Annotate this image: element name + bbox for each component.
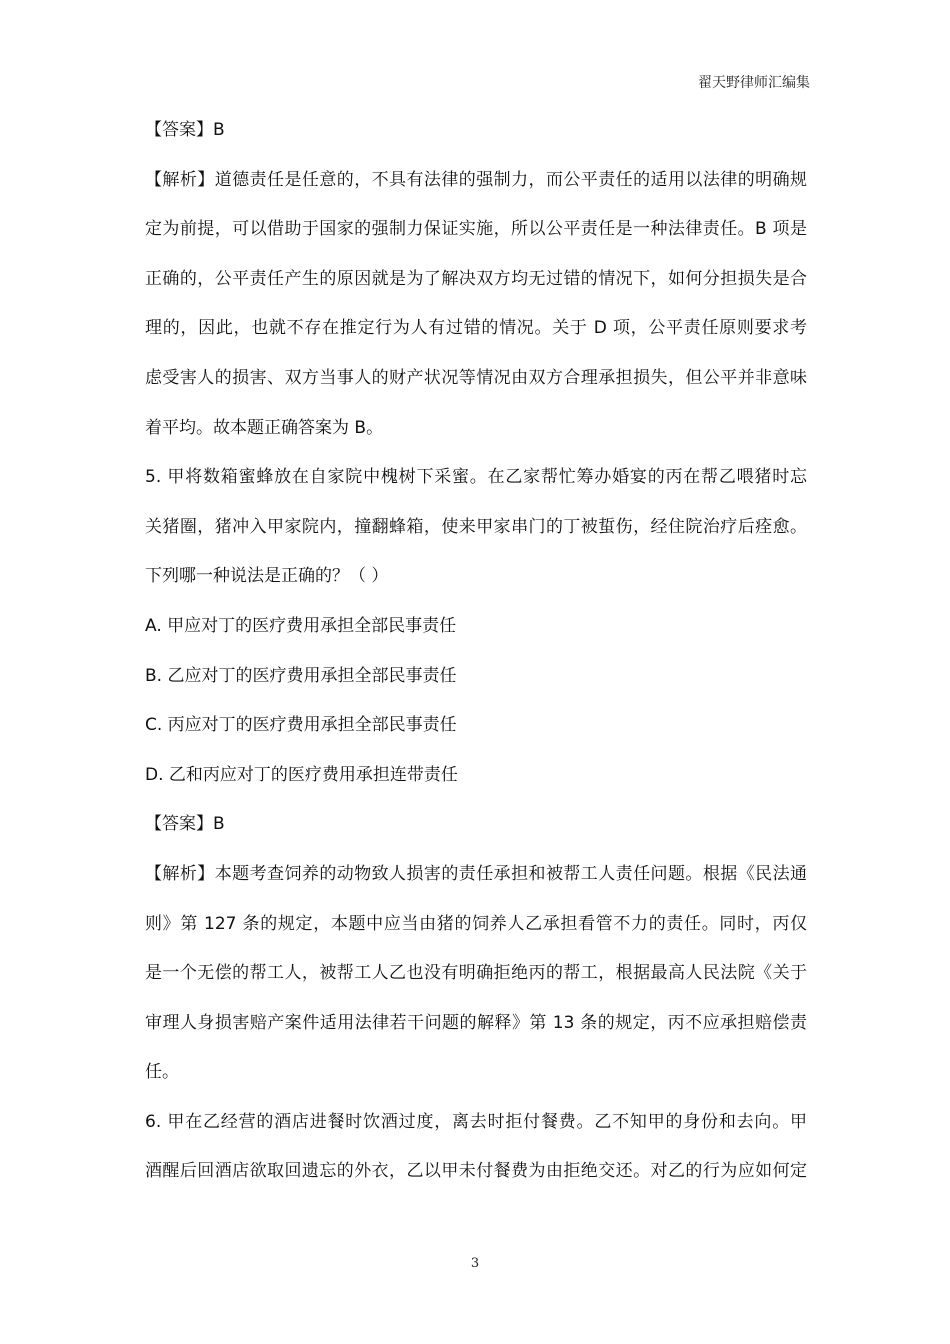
document-body [145,120,807,1211]
text-line: 着平均。故本题正确答案为 B。 [145,417,384,438]
text-line: 则》第 127 条的规定，本题中应当由猪的饲养人乙承担看管不力的责任。同时，丙仅 [145,913,807,934]
text-line: 虑受害人的损害、双方当事人的财产状况等情况由双方合理承担损失，但公平并非意味 [145,367,807,388]
text-line: B. 乙应对丁的医疗费用承担全部民事责任 [145,665,457,686]
text-line: 【答案】B [145,814,225,835]
text-line: 审理人身损害赔产案件适用法律若干问题的解释》第 13 条的规定，丙不应承担赔偿责 [145,1012,807,1033]
text-line: 任。 [145,1062,179,1083]
text-line: 定为前提，可以借助于国家的强制力保证实施，所以公平责任是一种法律责任。B 项是 [145,219,807,240]
text-line: 是一个无偿的帮工人，被帮工人乙也没有明确拒绝丙的帮工，根据最高人民法院《关于 [145,963,807,984]
text-line: 关猪圈，猪冲入甲家院内，撞翻蜂箱，使来甲家串门的丁被蜇伤，经住院治疗后痊愈。 [145,516,807,537]
page-header: 翟天野律师汇编集 [698,75,810,91]
text-line: 正确的，公平责任产生的原因就是为了解决双方均无过错的情况下，如何分担损失是合 [145,268,807,289]
text-line: 酒醒后回酒店欲取回遗忘的外衣，乙以甲未付餐费为由拒绝交还。对乙的行为应如何定 [145,1161,807,1182]
text-line: A. 甲应对丁的医疗费用承担全部民事责任 [145,615,457,636]
text-line: 【答案】B [145,120,225,140]
text-line: 【解析】道德责任是任意的，不具有法律的强制力，而公平责任的适用以法律的明确规 [145,169,807,190]
text-line: 【解析】本题考查饲养的动物致人损害的责任承担和被帮工人责任问题。根据《民法通 [145,863,807,884]
text-line: 理的，因此，也就不存在推定行为人有过错的情况。关于 D 项，公平责任原则要求考 [145,318,807,339]
text-line: 下列哪一种说法是正确的？（ ） [145,566,389,587]
text-line: 5. 甲将数箱蜜蜂放在自家院中槐树下采蜜。在乙家帮忙筹办婚宴的丙在帮乙喂猪时忘 [145,467,807,488]
text-line: 6. 甲在乙经营的酒店进餐时饮酒过度，离去时拒付餐费。乙不知甲的身份和去向。甲 [145,1111,807,1132]
text-line: C. 丙应对丁的医疗费用承担全部民事责任 [145,715,457,736]
text-line: D. 乙和丙应对丁的医疗费用承担连带责任 [145,764,458,785]
page-number: 3 [470,1256,480,1271]
